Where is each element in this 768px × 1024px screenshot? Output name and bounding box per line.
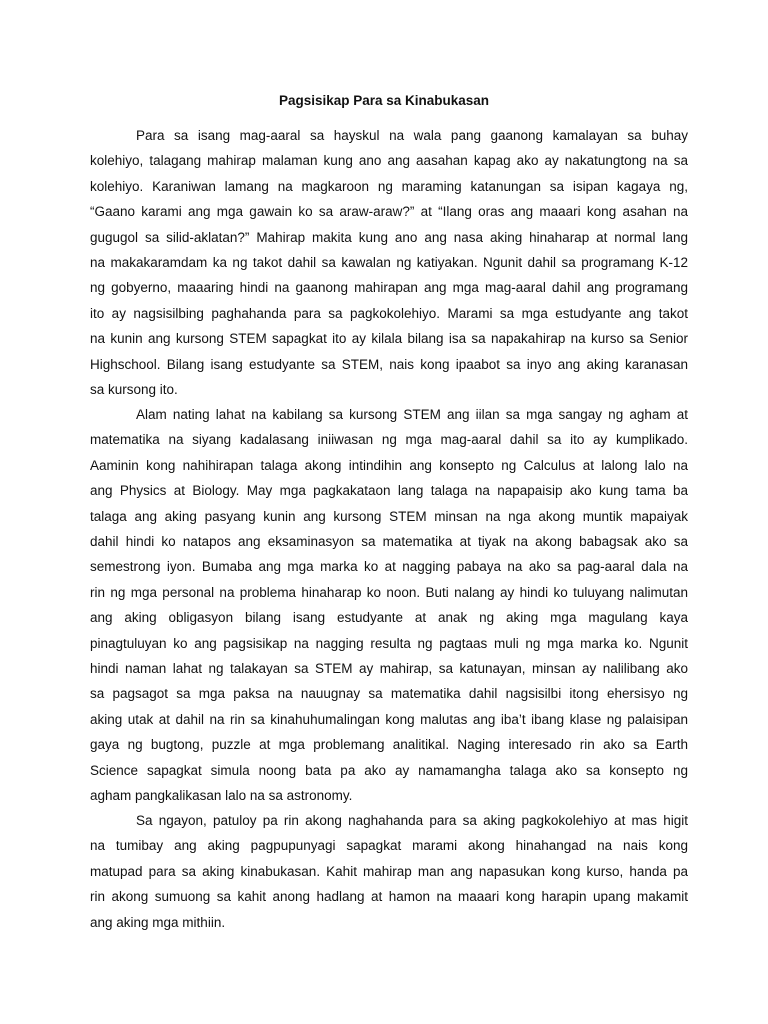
text-line: ang aking obligasyon bilang isang estudyante at anak ng aking mga magulang kaya bbox=[90, 610, 688, 626]
text-line: agham pangkalikasan lalo na sa astronomy. bbox=[90, 788, 353, 804]
text-line: Science sapagkat simula noong bata pa ako ay namamangha talaga ako sa konsepto ng bbox=[90, 762, 688, 778]
text-line: ang aking mga mithiin. bbox=[90, 914, 226, 930]
text-line: kolehiyo, talagang mahirap malaman kung ano ang aasahan kapag ako ay nakatungtong na sa bbox=[90, 153, 688, 169]
text-line: ng gobyerno, maaaring hindi na gaanong mahirapan ang mga mag-aaral dahil ang programang bbox=[90, 280, 688, 296]
text-line: gaya ng bugtong, puzzle at mga problemang analitikal. Naging interesado rin ako sa Earth bbox=[90, 737, 688, 753]
text-line: rin ng mga personal na problema hinaharap ko noon. Buti nalang ay hindi ko tuluyang nalimutan bbox=[90, 584, 688, 600]
text-line: ito ay nagsisilbing paghahanda para sa pagkokolehiyo. Marami sa mga estudyante ang takot bbox=[90, 305, 688, 321]
text-line: talaga ang aking pasyang kunin ang kursong STEM minsan na nga akong muntik mapaiyak bbox=[90, 508, 688, 524]
document-title: Pagsisikap Para sa Kinabukasan bbox=[278, 93, 490, 108]
text-line: Sa ngayon, patuloy pa rin akong naghahanda para sa aking pagkokolehiyo at mas higit bbox=[136, 813, 688, 828]
text-line: sa pagsagot sa mga paksa na nauugnay sa matematika dahil nagsisilbi itong ehersisyo ng bbox=[90, 686, 688, 702]
text-line: ang Physics at Biology. May mga pagkakataon lang talaga na napapaisip ako kung tama ba bbox=[90, 483, 688, 499]
text-line: hindi naman lahat ng talakayan sa STEM ay mahirap, sa katunayan, minsan ay nalilibang ako bbox=[90, 661, 688, 677]
paragraph-2 bbox=[90, 402, 688, 809]
text-line: Highschool. Bilang isang estudyante sa STEM, nais kong ipaabot sa inyo ang aking karanasan bbox=[90, 356, 688, 372]
text-line: na kunin ang kursong STEM sapagkat ito ay kilala bilang isa sa napakahirap na kurso sa Senior bbox=[90, 331, 688, 347]
text-line: semestrong iyon. Bumaba ang mga marka ko at nagging pabaya na ako sa pag-aaral dala na bbox=[90, 559, 688, 575]
text-line: kolehiyo. Karaniwan lamang na magkaroon ng maraming katanungan sa isipan kagaya ng, bbox=[90, 178, 688, 194]
text-line: sa kursong ito. bbox=[90, 382, 178, 398]
text-line: na makakaramdam ka ng takot dahil sa kawalan ng katiyakan. Ngunit dahil sa programang K-12 bbox=[90, 255, 688, 271]
text-line: matupad para sa aking kinabukasan. Kahit mahirap man ang napasukan kong kurso, handa pa bbox=[90, 863, 688, 879]
text-line: aking utak at dahil na rin sa kinahuhumalingan kong malutas ang iba’t ibang klase ng palaisipan bbox=[90, 711, 688, 727]
paragraph-1 bbox=[90, 123, 688, 402]
text-line: dahil hindi ko natapos ang eksaminasyon sa matematika at tiyak na akong babagsak ako sa bbox=[90, 534, 688, 550]
text-line: gugugol sa silid-aklatan?” Mahirap makita kung ano ang nasa aking hinaharap at normal lang bbox=[90, 229, 688, 245]
paragraph-3 bbox=[90, 808, 688, 935]
text-line: Para sa isang mag-aaral sa hayskul na wala pang gaanong kamalayan sa buhay bbox=[136, 128, 688, 143]
text-line: na tumibay ang aking pagpupunyagi sapagkat marami akong hinahangad na nais kong bbox=[90, 838, 688, 854]
text-line: matematika na siyang kadalasang iniiwasan ng mga mag-aaral dahil sa ito ay kumplikado. bbox=[90, 432, 688, 448]
text-line: Alam nating lahat na kabilang sa kursong STEM ang iilan sa mga sangay ng agham at bbox=[136, 407, 688, 422]
text-line: “Gaano karami ang mga gawain ko sa araw-araw?” at “Ilang oras ang maaari kong asahan na bbox=[90, 204, 688, 220]
text-line: Aaminin kong nahihirapan talaga akong intindihin ang konsepto ng Calculus at lalong lalo na bbox=[90, 457, 688, 473]
text-line: pinagtuluyan ko ang pagsisikap na nagging resulta ng pagtaas muli ng mga marka ko. Ngunit bbox=[90, 635, 688, 651]
text-line: rin akong sumuong sa kahit anong hadlang at hamon na maaari kong harapin upang makamit bbox=[90, 889, 688, 905]
